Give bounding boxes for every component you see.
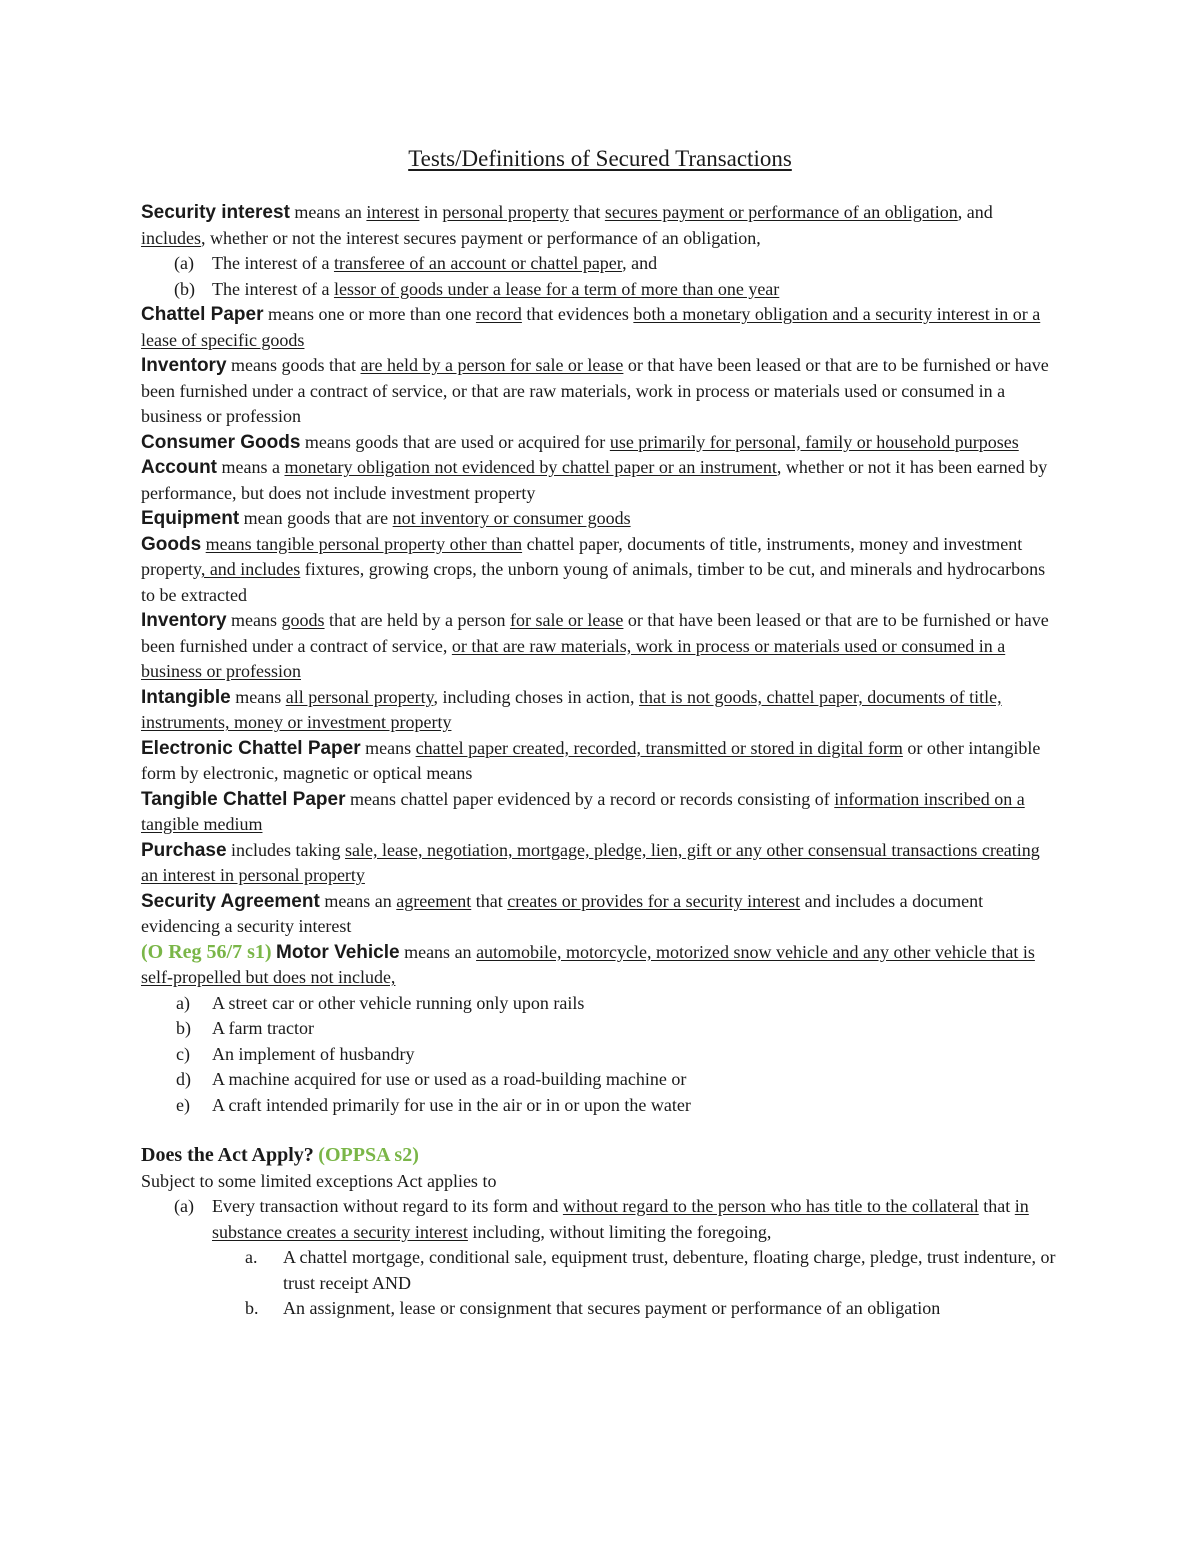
text: means	[360, 737, 416, 758]
underlined-text: goods	[281, 610, 325, 630]
text: chattel paper, documents of title, instruments, money and investment property	[141, 533, 1023, 579]
definition-electronic-chattel-paper	[141, 736, 1061, 787]
underlined-text: monetary obligation not evidenced by chattel paper or an instrument	[284, 457, 777, 477]
list-label: c)	[176, 1043, 190, 1064]
text: that are held by a person	[324, 610, 510, 630]
text: An implement of husbandry	[212, 1043, 415, 1064]
text: means a	[217, 457, 285, 477]
text: A craft intended primarily for use in the air or in or upon the water	[212, 1094, 691, 1115]
text: An assignment, lease or consignment that secures payment or performance of an obligation	[283, 1298, 941, 1318]
text: that evidences	[521, 304, 634, 324]
definition-consumer-goods	[141, 430, 1061, 456]
definition-motor-vehicle	[141, 940, 1061, 991]
term: Equipment	[141, 508, 240, 529]
underlined-text: use primarily for personal, family or household purposes	[609, 431, 1019, 452]
term: Tangible Chattel Paper	[141, 788, 346, 810]
text: includes taking	[226, 839, 346, 860]
text: Every transaction without regard to its form and	[212, 1196, 563, 1216]
definition-equipment	[141, 506, 1061, 532]
text: including, without limiting the foregoing,	[467, 1221, 772, 1242]
list-item	[141, 1042, 1061, 1068]
underlined-text: in substance creates a security interest	[212, 1196, 1029, 1242]
underlined-text: lessor of goods under a lease for a term of more than one year	[333, 278, 780, 299]
term: Goods	[141, 533, 202, 555]
term: Electronic Chattel Paper	[141, 737, 361, 759]
underlined-text: agreement	[396, 890, 472, 911]
sub-list-item	[141, 1245, 1061, 1296]
statute-reference: (OPPSA s2)	[318, 1144, 419, 1166]
list-label: e)	[176, 1094, 190, 1115]
underlined-text: without regard to the person who has title to the collateral	[562, 1196, 979, 1216]
text: means one or more than one	[263, 304, 476, 324]
term: Motor Vehicle	[276, 941, 400, 963]
list-label: a.	[245, 1247, 258, 1267]
list-label: (a)	[174, 253, 194, 273]
definition-security-agreement	[141, 889, 1061, 940]
underlined-text: automobile, motorcycle, motorized snow vehicle and any other vehicle that is self-propelled but does not include,	[141, 941, 1035, 987]
term: Consumer Goods	[141, 431, 301, 453]
list-label: d)	[176, 1069, 191, 1089]
underlined-text: both a monetary obligation and a security interest in or a lease of specific goods	[141, 304, 1041, 350]
underlined-text: chattel paper created, recorded, transmitted or stored in digital form	[415, 737, 903, 758]
list-label: b)	[176, 1018, 191, 1038]
underlined-text: personal property	[442, 202, 569, 222]
underlined-text: for sale or lease	[509, 610, 624, 630]
page-title: Tests/Definitions of Secured Transactions	[408, 146, 792, 171]
list-label: (a)	[174, 1196, 194, 1216]
statute-reference: (O Reg 56/7 s1)	[141, 940, 272, 963]
text: means an	[289, 202, 367, 222]
term: Chattel Paper	[141, 304, 264, 325]
text: , whether or not the interest secures payment or performance of an obligation,	[201, 227, 761, 248]
definition-purchase	[141, 838, 1061, 889]
underlined-text: sale, lease, negotiation, mortgage, pledge, lien, gift or any other consensual transactions creating an interest in personal property	[141, 839, 1040, 885]
underlined-text: means tangible personal property other than	[205, 533, 523, 554]
underlined-text: information inscribed on a tangible medium	[141, 788, 1025, 834]
text: means	[226, 610, 282, 630]
text: fixtures, growing crops, the unborn young of animals, timber to be cut, and minerals and hydrocarbons to be extracted	[141, 559, 1046, 605]
list-item	[141, 1016, 1061, 1042]
list-label: b.	[245, 1298, 259, 1318]
text: A machine acquired for use or used as a road-building machine or	[212, 1069, 687, 1089]
definition-security-interest	[141, 200, 1061, 251]
list-label: a)	[176, 992, 190, 1013]
definition-inventory	[141, 353, 1061, 430]
text: that	[471, 890, 508, 911]
text: A street car or other vehicle running only upon rails	[212, 992, 585, 1013]
underlined-text: not inventory or consumer goods	[392, 508, 631, 528]
definition-account	[141, 455, 1061, 506]
definition-inventory-2	[141, 608, 1061, 685]
list-item	[141, 277, 1061, 303]
document-body	[141, 200, 1061, 1322]
section-heading	[141, 1143, 1061, 1169]
definition-goods	[141, 532, 1061, 609]
underlined-text: all personal property	[285, 686, 434, 707]
text: , and	[622, 253, 658, 273]
text: means an	[319, 890, 397, 911]
list-item	[141, 1093, 1061, 1119]
text: means an	[399, 941, 477, 962]
term: Security interest	[141, 202, 290, 223]
text: means chattel paper evidenced by a record or records consisting of	[345, 788, 835, 809]
definition-intangible	[141, 685, 1061, 736]
spacer	[141, 1118, 1061, 1143]
term: Security Agreement	[141, 890, 320, 912]
text: mean goods that are	[239, 508, 393, 528]
list-item	[141, 991, 1061, 1017]
text: that	[978, 1196, 1015, 1216]
text: and includes a document evidencing a security interest	[141, 890, 984, 936]
definition-chattel-paper	[141, 302, 1061, 353]
sub-list-item	[141, 1296, 1061, 1322]
underlined-text: interest	[366, 202, 420, 222]
text: , including choses in action,	[433, 686, 639, 707]
list-item	[141, 251, 1061, 277]
underlined-text: includes	[141, 227, 201, 248]
underlined-text: record	[475, 304, 522, 324]
text: or other intangible form by electronic, magnetic or optical means	[141, 737, 1041, 783]
underlined-text: , and includes	[200, 559, 301, 579]
text: A farm tractor	[212, 1018, 314, 1038]
underlined-text: transferee of an account or chattel paper	[333, 253, 623, 273]
underlined-text: that is not goods, chattel paper, documents of title, instruments, money or investment property	[141, 686, 1002, 732]
heading-text: Does the Act Apply?	[141, 1144, 314, 1166]
underlined-text: creates or provides for a security interest	[507, 890, 801, 911]
text: means	[230, 686, 286, 707]
underlined-text: or that are raw materials, work in process or materials used or consumed in a business or profession	[141, 635, 1006, 681]
text: in	[419, 202, 443, 222]
text: The interest of a	[212, 278, 334, 299]
term: Purchase	[141, 839, 227, 861]
term: Account	[141, 457, 217, 478]
term: Inventory	[141, 610, 227, 631]
underlined-text: secures payment or performance of an obligation	[604, 202, 958, 222]
text: that	[568, 202, 605, 222]
text: means goods that	[226, 355, 361, 375]
text: or that have been leased or that are to be furnished or have been furnished under a contract of service,	[141, 610, 1049, 656]
definition-tangible-chattel-paper	[141, 787, 1061, 838]
text: , whether or not it has been earned by performance, but does not include investment property	[141, 457, 1048, 503]
text: , and	[957, 202, 993, 222]
underlined-text: are held by a person for sale or lease	[360, 355, 624, 375]
term: Intangible	[141, 686, 231, 708]
text: or that have been leased or that are to be furnished or have been furnished under a contract of service, or that are raw materials, work in process or materials used or consumed in a business or profession	[141, 355, 1049, 426]
text: A chattel mortgage, conditional sale, equipment trust, debenture, floating charge, pledge, trust indenture, or trust receipt AND	[283, 1247, 1056, 1293]
term: Inventory	[141, 355, 227, 376]
list-item	[141, 1067, 1061, 1093]
section-intro: Subject to some limited exceptions Act applies to	[141, 1170, 497, 1191]
text: The interest of a	[212, 253, 334, 273]
list-item	[141, 1194, 1061, 1245]
text: means goods that are used or acquired for	[300, 431, 610, 452]
list-label: (b)	[174, 278, 195, 299]
